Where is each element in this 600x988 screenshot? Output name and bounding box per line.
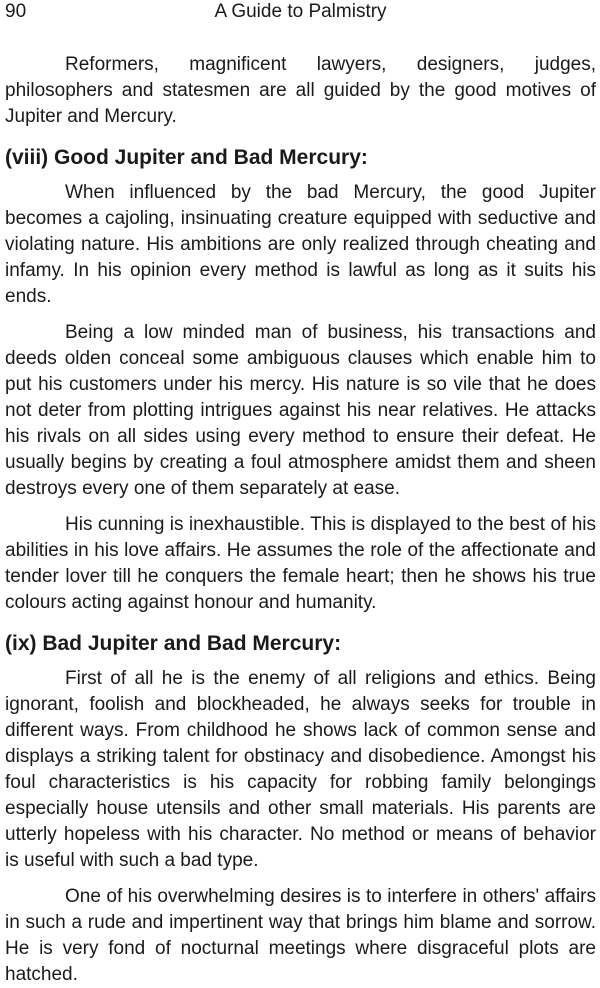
page-number: 90 [5,1,27,22]
section-viii-paragraph-3: His cunning is inexhaustible. This is displayed to the best of his abilities in his love affairs. He assumes the role of the affectionate and tender lover till he conquers the female heart; then he shows his true colours acting against honour and humanity. [5,514,596,613]
section-viii-paragraph-2: Being a low minded man of business, his transactions and deeds olden conceal some ambiguous clauses which enable him to put his customers under his mercy. His nature is so vile that he does not deter from plotting intrigues against his near relatives. He attacks his rivals on all sides using every method to ensure their defeat. He usually begins by creating a foul atmosphere amidst them and sheen destroys every one of them separately at ease. [5,322,596,499]
section-heading-ix: (ix) Bad Jupiter and Bad Mercury: [5,632,342,655]
section-ix-paragraph-2: One of his overwhelming desires is to interfere in others' affairs in such a rude and impertinent way that brings him blame and sorrow. He is very fond of nocturnal meetings where disgraceful plots are hatched. [5,886,596,985]
book-title: A Guide to Palmistry [214,1,387,22]
section-viii-paragraph-1: When influenced by the bad Mercury, the good Jupiter becomes a cajoling, insinuating creature equipped with seductive and violating nature. His ambitions are only realized through cheating and infamy. In his opinion every method is lawful as long as it suits his ends. [5,182,596,307]
running-header [5,0,596,24]
page-body [5,52,596,988]
section-heading-viii: (viii) Good Jupiter and Bad Mercury: [5,146,368,169]
section-ix-paragraph-1: First of all he is the enemy of all religions and ethics. Being ignorant, foolish and blockheaded, he always seeks for trouble in different ways. From childhood he shows lack of common sense and displays a striking talent for obstinacy and disobedience. Amongst his foul characteristics is his capacity for robbing family belongings especially house utensils and other small materials. His parents are utterly hopeless with his character. No method or means of behavior is useful with such a bad type. [5,668,596,871]
intro-paragraph: Reformers, magnificent lawyers, designers, judges, philosophers and statesmen are all guided by the good motives of Jupiter and Mercury. [5,54,596,127]
